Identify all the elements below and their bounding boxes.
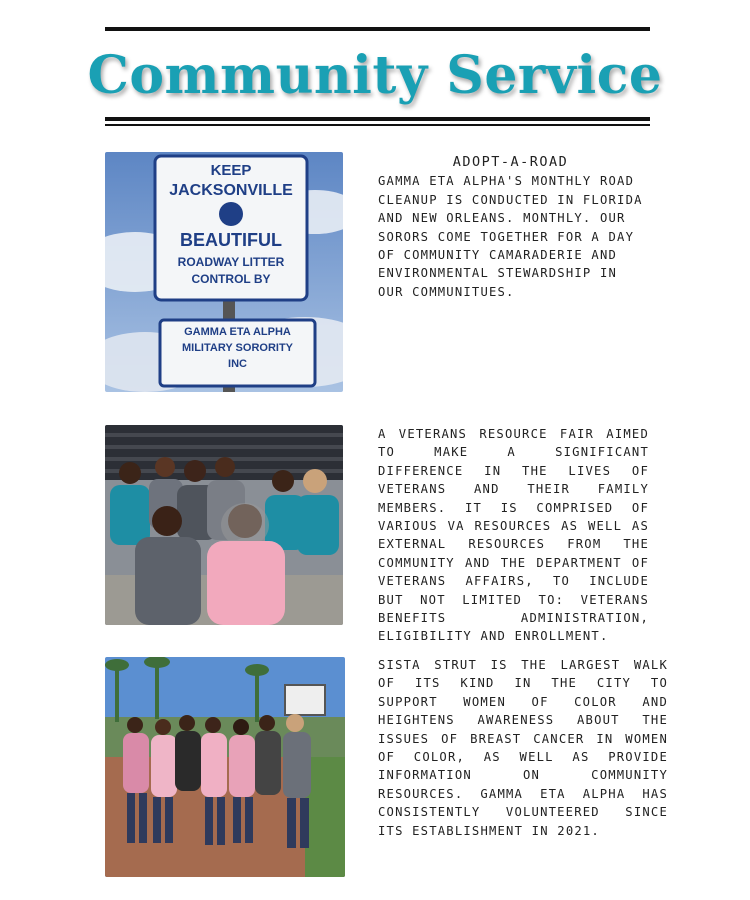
sista-strut-photo xyxy=(105,657,345,877)
title-underline-thick xyxy=(105,117,650,121)
sign-control: CONTROL BY xyxy=(191,272,271,286)
sign-beautiful: BEAUTIFUL xyxy=(180,230,282,250)
sign-keep: KEEP xyxy=(210,162,252,179)
sign-roadway: ROADWAY LITTER xyxy=(177,255,285,269)
adopt-a-road-body: GAMMA ETA ALPHA'S MONTHLY ROAD CLEANUP IS CONDUCTED IN FLORIDA AND NEW ORLEANS. MONTHLY. OUR SORORS COME TOGETHER FOR A DAY OF COMMUNITY CAMARADERIE AND ENVIRONMENTAL STEWARDSHIP IN OUR COMMUNITUES. xyxy=(378,174,643,299)
top-rule xyxy=(105,27,650,31)
adopt-a-road-block xyxy=(378,153,643,301)
veterans-fair-body: A VETERANS RESOURCE FAIR AIMED TO MAKE A SIGNIFICANT DIFFERENCE IN THE LIVES OF VETERANS AND THEIR FAMILY MEMBERS. IT IS COMPRISED OF VARIOUS VA RESOURCES AS WELL AS EXTERNAL RESOURCES FROM THE COMMUNITY AND THE DEPARTMENT OF VETERANS AFFAIRS, TO INCLUDE BUT NOT LIMITED TO: VETERANS BENEFITS ADMINISTRATION, ELIGIBILITY AND ENROLLMENT. xyxy=(378,427,649,644)
adopt-a-road-photo xyxy=(105,152,343,392)
page-title: Community Service xyxy=(87,45,663,106)
adopt-a-road-heading: ADOPT-A-ROAD xyxy=(452,154,569,170)
plaque-line1: GAMMA ETA ALPHA xyxy=(184,326,291,338)
plaque-line2: MILITARY SORORITY xyxy=(181,342,294,354)
veterans-fair-photo xyxy=(105,425,343,625)
plaque-line3: INC xyxy=(228,358,247,370)
sign-city: JACKSONVILLE xyxy=(169,182,293,199)
sista-strut-block xyxy=(378,656,668,840)
sista-strut-body: SISTA STRUT IS THE LARGEST WALK OF ITS KIND IN THE CITY TO SUPPORT WOMEN OF COLOR AND HEIGHTENS AWARENESS ABOUT THE ISSUES OF BREAST CANCER IN WOMEN OF COLOR, AS WELL AS PROVIDE INFORMATION ON COMMUNITY RESOURCES. GAMMA ETA ALPHA HAS CONSISTENTLY VOLUNTEERED SINCE ITS ESTABLISHMENT IN 2021. xyxy=(378,658,668,838)
title-underline-thin xyxy=(105,124,650,126)
veterans-fair-block xyxy=(378,425,649,646)
